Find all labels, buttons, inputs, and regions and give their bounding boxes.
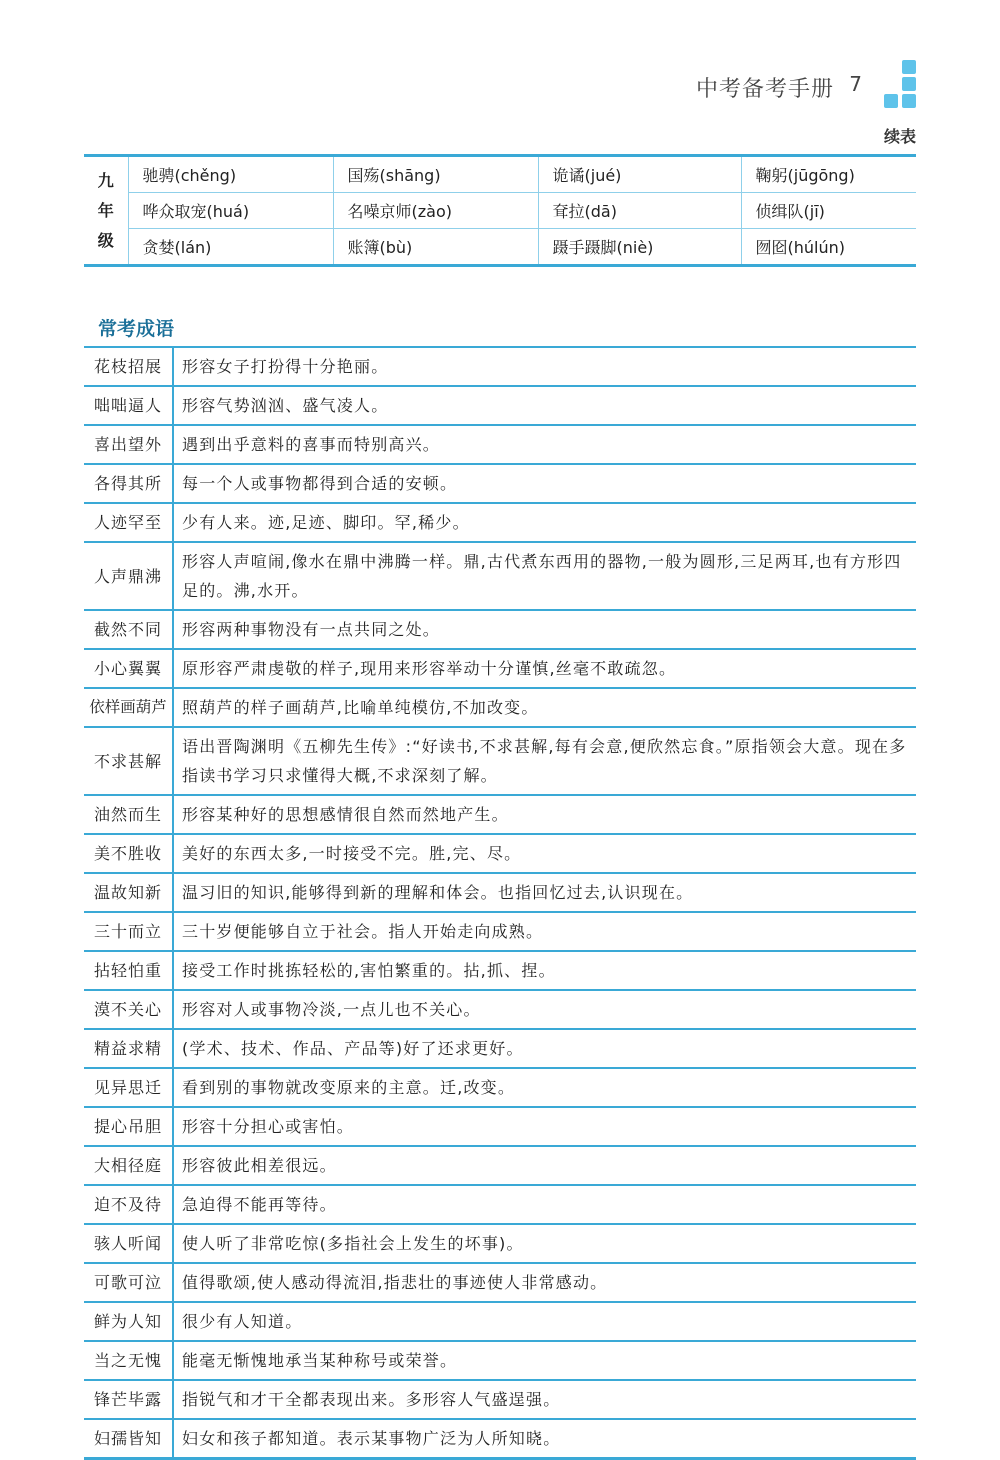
idiom-definition: 遇到出乎意料的喜事而特别高兴。 [173, 425, 916, 464]
idiom-term: 漠不关心 [84, 990, 173, 1029]
idiom-definition: 美好的东西太多,一时接受不完。胜,完、尽。 [173, 834, 916, 873]
page-header [0, 0, 1000, 146]
pinyin-cell: 耷拉(dā) [538, 193, 741, 229]
idiom-term: 花枝招展 [84, 347, 173, 386]
table-row [84, 649, 916, 688]
pinyin-cell: 鞠躬(jūgōng) [741, 156, 916, 193]
corner-blocks-icon [882, 60, 918, 110]
idiom-definition: 形容彼此相差很远。 [173, 1146, 916, 1185]
table-row [84, 727, 916, 795]
idiom-term: 人迹罕至 [84, 503, 173, 542]
idiom-definition: 形容对人或事物冷淡,一点儿也不关心。 [173, 990, 916, 1029]
table-row [84, 951, 916, 990]
idiom-table [84, 346, 916, 1460]
pinyin-cell: 侦缉队(jī) [741, 193, 916, 229]
table-row [84, 156, 916, 193]
idiom-term: 精益求精 [84, 1029, 173, 1068]
idiom-term: 骇人听闻 [84, 1224, 173, 1263]
book-title: 中考备考手册 [695, 77, 834, 102]
idiom-definition: 看到别的事物就改变原来的主意。迁,改变。 [173, 1068, 916, 1107]
idiom-term: 妇孺皆知 [84, 1419, 173, 1459]
table-row [84, 1419, 916, 1459]
idiom-definition: 妇女和孩子都知道。表示某事物广泛为人所知晓。 [182, 1429, 561, 1448]
idiom-definition: 能毫无惭愧地承当某种称号或荣誉。 [173, 1341, 916, 1380]
idiom-definition: 温习旧的知识,能够得到新的理解和体会。也指回忆过去,认识现在。 [173, 873, 916, 912]
idiom-definition: 值得歌颂,使人感动得流泪,指悲壮的事迹使人非常感动。 [173, 1263, 916, 1302]
pinyin-cell: 哗众取宠(huá) [128, 193, 333, 229]
pinyin-cell: 账簿(bù) [333, 229, 538, 266]
table-row [84, 425, 916, 464]
idiom-term: 鲜为人知 [84, 1302, 173, 1341]
idiom-term: 见异思迁 [84, 1068, 173, 1107]
table-row [84, 834, 916, 873]
idiom-term: 依样画葫芦 [84, 688, 173, 727]
idiom-term: 迫不及待 [84, 1185, 173, 1224]
idiom-definition: 指锐气和才干全都表现出来。多形容人气盛逞强。 [173, 1380, 916, 1419]
table-row [84, 873, 916, 912]
idiom-term: 人声鼎沸 [84, 542, 173, 610]
idiom-term: 油然而生 [84, 795, 173, 834]
idiom-definition: 使人听了非常吃惊(多指社会上发生的坏事)。 [173, 1224, 916, 1263]
table-row [84, 347, 916, 386]
idiom-definition: 少有人来。迹,足迹、脚印。罕,稀少。 [173, 503, 916, 542]
idiom-definition: 急迫得不能再等待。 [173, 1185, 916, 1224]
table-row [84, 1302, 916, 1341]
table-row [84, 1068, 916, 1107]
table-row [84, 1107, 916, 1146]
idiom-definition: 语出晋陶渊明《五柳先生传》:“好读书,不求甚解,每有会意,便欣然忘食。”原指领会大意。现在多指读书学习只求懂得大概,不求深刻了解。 [173, 727, 916, 795]
idiom-term: 当之无愧 [84, 1341, 173, 1380]
table-row [84, 1185, 916, 1224]
pinyin-cell: 驰骋(chěng) [128, 156, 333, 193]
table-row [84, 990, 916, 1029]
idiom-term: 喜出望外 [84, 425, 173, 464]
idiom-definition: 形容人声喧闹,像水在鼎中沸腾一样。鼎,古代煮东西用的器物,一般为圆形,三足两耳,也有方形四足的。沸,水开。 [173, 542, 916, 610]
idiom-term: 各得其所 [84, 464, 173, 503]
pinyin-cell: 贪婪(lán) [128, 229, 333, 266]
idiom-definition: 形容女子打扮得十分艳丽。 [173, 347, 916, 386]
idiom-definition: 每一个人或事物都得到合适的安顿。 [173, 464, 916, 503]
pinyin-cell: 蹑手蹑脚(niè) [538, 229, 741, 266]
idiom-term: 锋芒毕露 [84, 1380, 173, 1419]
idiom-term: 温故知新 [84, 873, 173, 912]
continued-label: 续表 [883, 127, 916, 146]
idiom-definition: 很少有人知道。 [173, 1302, 916, 1341]
grade-label: 九 年 级 [84, 156, 128, 266]
table-row [84, 386, 916, 425]
table-row [84, 688, 916, 727]
pinyin-cell: 国殇(shāng) [333, 156, 538, 193]
idiom-definition: 接受工作时挑拣轻松的,害怕繁重的。拈,抓、捏。 [173, 951, 916, 990]
table-row [84, 503, 916, 542]
table-row [84, 464, 916, 503]
idiom-term: 小心翼翼 [84, 649, 173, 688]
idiom-definition: 形容十分担心或害怕。 [173, 1107, 916, 1146]
table-row [84, 912, 916, 951]
idiom-term: 提心吊胆 [84, 1107, 173, 1146]
pinyin-cell: 囫囵(húlún) [741, 229, 916, 266]
table-row [84, 1224, 916, 1263]
table-row [84, 1146, 916, 1185]
table-row [84, 1341, 916, 1380]
idiom-term: 截然不同 [84, 610, 173, 649]
pinyin-table [84, 154, 916, 267]
idiom-term: 咄咄逼人 [84, 386, 173, 425]
idiom-term: 拈轻怕重 [84, 951, 173, 990]
idiom-definition: 形容某种好的思想感情很自然而然地产生。 [173, 795, 916, 834]
idiom-term: 三十而立 [84, 912, 173, 951]
section-title: 常考成语 [98, 318, 175, 340]
idiom-definition: 原形容严肃虔敬的样子,现用来形容举动十分谨慎,丝毫不敢疏忽。 [173, 649, 916, 688]
idiom-term: 大相径庭 [84, 1146, 173, 1185]
idiom-definition: (学术、技术、作品、产品等)好了还求更好。 [173, 1029, 916, 1068]
page-number: 7 [849, 72, 862, 96]
idiom-term: 美不胜收 [84, 834, 173, 873]
idiom-definition: 形容两种事物没有一点共同之处。 [173, 610, 916, 649]
table-row [84, 1029, 916, 1068]
table-row [84, 1380, 916, 1419]
pinyin-cell: 诡谲(jué) [538, 156, 741, 193]
table-row [84, 610, 916, 649]
idiom-definition: 三十岁便能够自立于社会。指人开始走向成熟。 [173, 912, 916, 951]
table-row [84, 193, 916, 229]
table-row [84, 1263, 916, 1302]
idiom-term: 不求甚解 [84, 727, 173, 795]
table-row [84, 542, 916, 610]
idiom-definition: 照葫芦的样子画葫芦,比喻单纯模仿,不加改变。 [173, 688, 916, 727]
pinyin-cell: 名噪京师(zào) [333, 193, 538, 229]
table-row [84, 229, 916, 266]
idiom-definition: 形容气势汹汹、盛气凌人。 [173, 386, 916, 425]
idiom-term: 可歌可泣 [84, 1263, 173, 1302]
table-row [84, 795, 916, 834]
